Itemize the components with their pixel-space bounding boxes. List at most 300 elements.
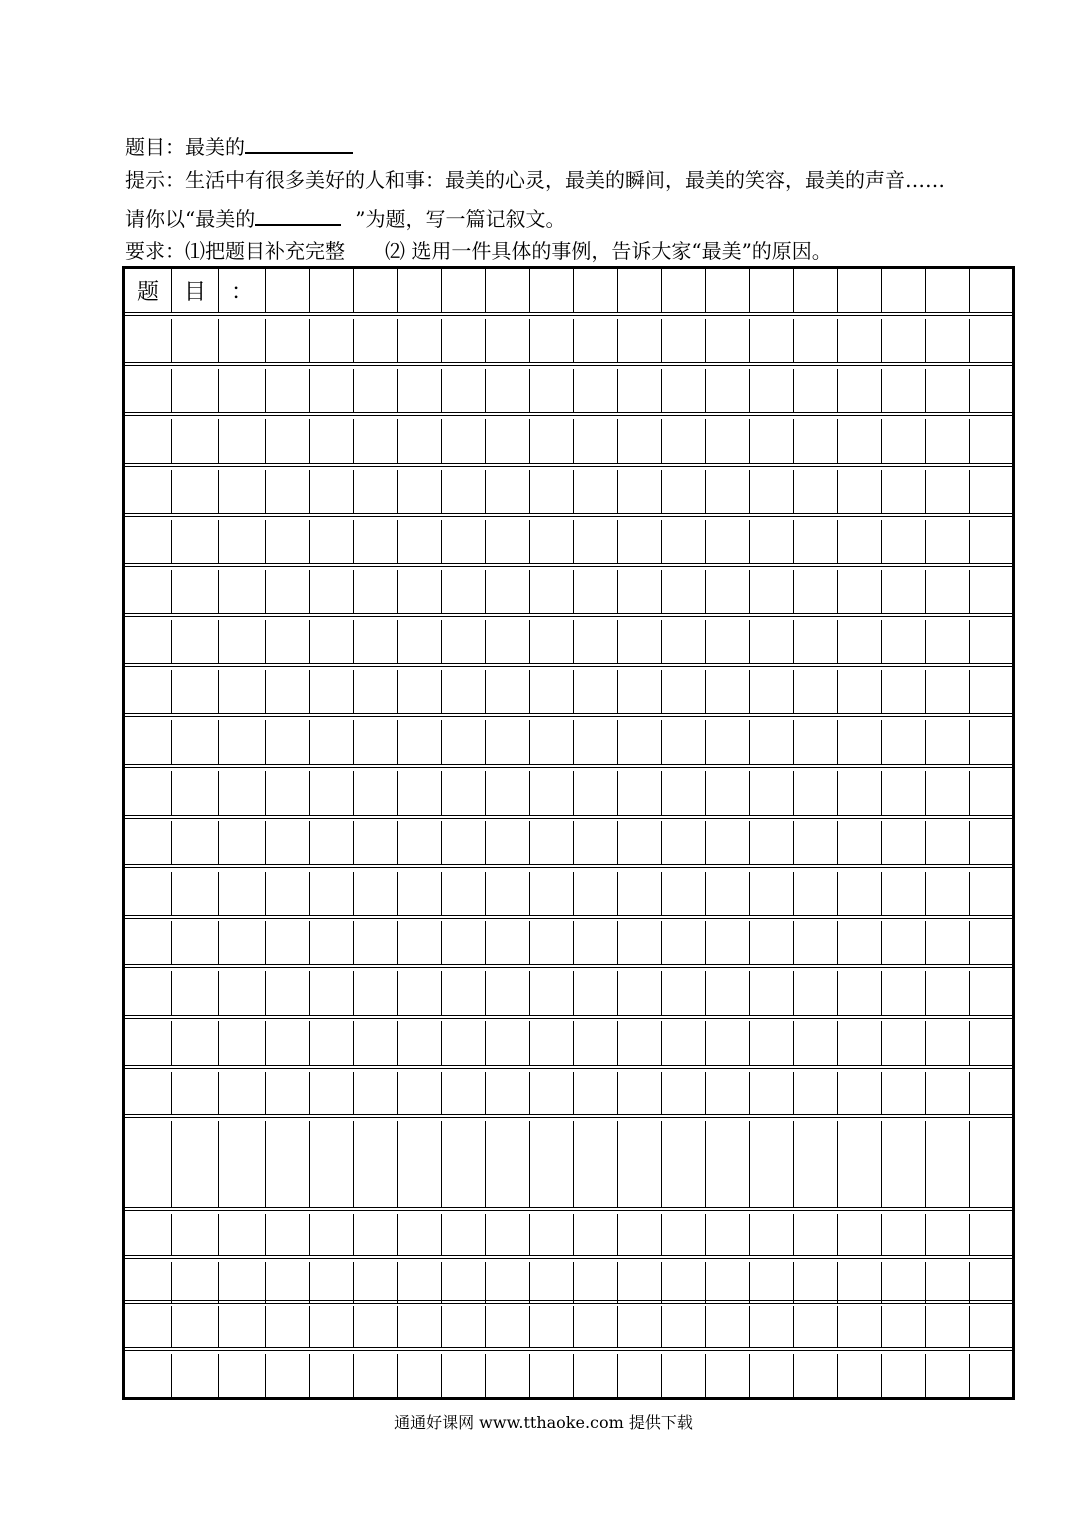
grid-cell[interactable] [442, 419, 486, 463]
grid-cell[interactable] [574, 269, 618, 312]
grid-cell[interactable] [530, 670, 574, 713]
grid-cell[interactable] [662, 520, 706, 563]
grid-cell[interactable] [354, 971, 398, 1015]
grid-cell[interactable] [219, 1306, 266, 1347]
grid-cell[interactable] [530, 369, 574, 412]
grid-cell[interactable] [442, 971, 486, 1015]
grid-cell[interactable] [838, 1121, 882, 1164]
grid-cell[interactable] [750, 1072, 794, 1114]
grid-cell[interactable] [970, 821, 1011, 864]
grid-cell[interactable] [266, 1214, 310, 1256]
grid-cell[interactable] [354, 771, 398, 815]
grid-cell[interactable] [486, 971, 530, 1015]
grid-cell[interactable] [219, 872, 266, 915]
grid-cell[interactable] [618, 720, 662, 764]
grid-cell[interactable] [486, 269, 530, 312]
grid-cell[interactable] [574, 921, 618, 964]
grid-cell[interactable] [706, 921, 750, 964]
grid-cell[interactable] [219, 520, 266, 563]
grid-cell[interactable] [574, 1072, 618, 1114]
grid-cell[interactable] [172, 1262, 219, 1304]
grid-cell[interactable] [172, 1072, 219, 1114]
grid-cell[interactable] [838, 1164, 882, 1207]
grid-cell[interactable] [662, 821, 706, 864]
grid-cell[interactable] [398, 319, 442, 362]
grid-cell[interactable] [354, 821, 398, 864]
grid-header-char[interactable]: 题 [125, 269, 172, 312]
grid-cell[interactable] [882, 1164, 926, 1207]
grid-cell[interactable] [354, 620, 398, 663]
grid-cell[interactable] [970, 670, 1011, 713]
grid-cell[interactable] [354, 1214, 398, 1256]
grid-cell[interactable] [706, 821, 750, 864]
grid-cell[interactable] [125, 1354, 172, 1397]
grid-cell[interactable] [398, 872, 442, 915]
grid-cell[interactable] [926, 1072, 970, 1114]
grid-cell[interactable] [882, 921, 926, 964]
grid-cell[interactable] [530, 872, 574, 915]
grid-cell[interactable] [750, 1306, 794, 1347]
grid-cell[interactable] [574, 971, 618, 1015]
grid-cell[interactable] [442, 1164, 486, 1207]
grid-cell[interactable] [882, 419, 926, 463]
grid-cell[interactable] [486, 720, 530, 764]
grid-cell[interactable] [926, 369, 970, 412]
grid-cell[interactable] [838, 720, 882, 764]
grid-cell[interactable] [618, 269, 662, 312]
grid-cell[interactable] [125, 470, 172, 513]
grid-cell[interactable] [310, 269, 354, 312]
grid-cell[interactable] [354, 269, 398, 312]
grid-cell[interactable] [398, 821, 442, 864]
grid-cell[interactable] [398, 1072, 442, 1114]
grid-cell[interactable] [926, 470, 970, 513]
grid-cell[interactable] [706, 720, 750, 764]
grid-cell[interactable] [618, 620, 662, 663]
grid-cell[interactable] [618, 821, 662, 864]
grid-cell[interactable] [970, 1306, 1011, 1347]
grid-cell[interactable] [926, 1214, 970, 1256]
grid-cell[interactable] [750, 470, 794, 513]
grid-cell[interactable] [219, 1121, 266, 1164]
grid-cell[interactable] [172, 1164, 219, 1207]
grid-cell[interactable] [172, 821, 219, 864]
grid-cell[interactable] [219, 470, 266, 513]
grid-cell[interactable] [706, 269, 750, 312]
grid-cell[interactable] [882, 470, 926, 513]
grid-cell[interactable] [172, 419, 219, 463]
grid-cell[interactable] [354, 319, 398, 362]
grid-cell[interactable] [398, 1214, 442, 1256]
grid-cell[interactable] [266, 1354, 310, 1397]
grid-cell[interactable] [970, 971, 1011, 1015]
grid-cell[interactable] [398, 1164, 442, 1207]
grid-cell[interactable] [354, 1021, 398, 1065]
grid-cell[interactable] [970, 1021, 1011, 1065]
grid-cell[interactable] [618, 971, 662, 1015]
grid-cell[interactable] [662, 269, 706, 312]
grid-cell[interactable] [882, 872, 926, 915]
grid-cell[interactable] [266, 821, 310, 864]
grid-cell[interactable] [530, 419, 574, 463]
grid-cell[interactable] [838, 1021, 882, 1065]
grid-cell[interactable] [970, 771, 1011, 815]
grid-cell[interactable] [838, 872, 882, 915]
grid-cell[interactable] [706, 971, 750, 1015]
grid-cell[interactable] [794, 570, 838, 613]
grid-cell[interactable] [706, 771, 750, 815]
grid-cell[interactable] [750, 1164, 794, 1207]
grid-cell[interactable] [618, 520, 662, 563]
grid-cell[interactable] [172, 971, 219, 1015]
grid-cell[interactable] [125, 821, 172, 864]
grid-cell[interactable] [354, 419, 398, 463]
grid-cell[interactable] [618, 1121, 662, 1164]
grid-cell[interactable] [794, 1262, 838, 1304]
grid-cell[interactable] [882, 821, 926, 864]
grid-cell[interactable] [662, 971, 706, 1015]
grid-cell[interactable] [486, 771, 530, 815]
grid-cell[interactable] [882, 369, 926, 412]
grid-cell[interactable] [125, 921, 172, 964]
grid-cell[interactable] [662, 419, 706, 463]
grid-cell[interactable] [662, 1072, 706, 1114]
grid-cell[interactable] [398, 1262, 442, 1304]
grid-cell[interactable] [706, 570, 750, 613]
grid-cell[interactable] [750, 419, 794, 463]
grid-cell[interactable] [354, 1306, 398, 1347]
grid-cell[interactable] [794, 470, 838, 513]
grid-cell[interactable] [266, 620, 310, 663]
grid-cell[interactable] [794, 1306, 838, 1347]
grid-cell[interactable] [882, 520, 926, 563]
grid-cell[interactable] [838, 570, 882, 613]
grid-cell[interactable] [125, 570, 172, 613]
grid-cell[interactable] [442, 1121, 486, 1164]
grid-cell[interactable] [310, 921, 354, 964]
grid-cell[interactable] [442, 872, 486, 915]
grid-cell[interactable] [442, 570, 486, 613]
grid-cell[interactable] [618, 1354, 662, 1397]
grid-cell[interactable] [310, 319, 354, 362]
grid-cell[interactable] [486, 1214, 530, 1256]
grid-cell[interactable] [310, 971, 354, 1015]
grid-cell[interactable] [794, 720, 838, 764]
grid-cell[interactable] [750, 670, 794, 713]
grid-cell[interactable] [219, 921, 266, 964]
grid-cell[interactable] [926, 670, 970, 713]
grid-cell[interactable] [266, 720, 310, 764]
grid-cell[interactable] [926, 720, 970, 764]
grid-cell[interactable] [266, 771, 310, 815]
grid-cell[interactable] [574, 1164, 618, 1207]
grid-cell[interactable] [354, 369, 398, 412]
grid-cell[interactable] [838, 1072, 882, 1114]
grid-cell[interactable] [354, 1072, 398, 1114]
grid-cell[interactable] [398, 369, 442, 412]
grid-cell[interactable] [354, 1354, 398, 1397]
grid-cell[interactable] [750, 720, 794, 764]
grid-cell[interactable] [706, 872, 750, 915]
grid-cell[interactable] [706, 1021, 750, 1065]
grid-cell[interactable] [354, 670, 398, 713]
grid-cell[interactable] [574, 771, 618, 815]
grid-cell[interactable] [310, 520, 354, 563]
grid-cell[interactable] [618, 1262, 662, 1304]
grid-cell[interactable] [530, 1164, 574, 1207]
grid-cell[interactable] [662, 470, 706, 513]
grid-cell[interactable] [442, 921, 486, 964]
grid-cell[interactable] [398, 1354, 442, 1397]
grid-cell[interactable] [970, 1262, 1011, 1304]
grid-cell[interactable] [706, 670, 750, 713]
grid-cell[interactable] [706, 1164, 750, 1207]
grid-cell[interactable] [310, 1262, 354, 1304]
grid-cell[interactable] [618, 419, 662, 463]
grid-cell[interactable] [354, 570, 398, 613]
grid-cell[interactable] [750, 821, 794, 864]
grid-cell[interactable] [530, 570, 574, 613]
grid-cell[interactable] [970, 1121, 1011, 1164]
grid-cell[interactable] [310, 1354, 354, 1397]
grid-cell[interactable] [662, 1021, 706, 1065]
grid-cell[interactable] [266, 1306, 310, 1347]
grid-cell[interactable] [618, 670, 662, 713]
grid-cell[interactable] [486, 1072, 530, 1114]
grid-cell[interactable] [125, 1121, 172, 1164]
grid-cell[interactable] [882, 1072, 926, 1114]
grid-cell[interactable] [574, 1021, 618, 1065]
grid-cell[interactable] [574, 570, 618, 613]
grid-cell[interactable] [172, 1214, 219, 1256]
grid-cell[interactable] [398, 1021, 442, 1065]
grid-cell[interactable] [750, 620, 794, 663]
grid-cell[interactable] [706, 1354, 750, 1397]
grid-cell[interactable] [172, 520, 219, 563]
grid-cell[interactable] [838, 419, 882, 463]
grid-cell[interactable] [530, 470, 574, 513]
grid-cell[interactable] [266, 1262, 310, 1304]
grid-cell[interactable] [125, 1072, 172, 1114]
grid-cell[interactable] [442, 620, 486, 663]
grid-cell[interactable] [398, 771, 442, 815]
grid-cell[interactable] [354, 921, 398, 964]
grid-cell[interactable] [838, 670, 882, 713]
grid-cell[interactable] [662, 670, 706, 713]
grid-header-char[interactable]: 目 [172, 269, 219, 312]
grid-cell[interactable] [662, 771, 706, 815]
grid-cell[interactable] [172, 319, 219, 362]
grid-cell[interactable] [794, 921, 838, 964]
grid-cell[interactable] [266, 269, 310, 312]
grid-cell[interactable] [794, 771, 838, 815]
grid-cell[interactable] [574, 872, 618, 915]
grid-cell[interactable] [794, 872, 838, 915]
grid-cell[interactable] [618, 319, 662, 362]
grid-cell[interactable] [310, 620, 354, 663]
grid-cell[interactable] [882, 1306, 926, 1347]
grid-cell[interactable] [442, 1306, 486, 1347]
grid-cell[interactable] [618, 771, 662, 815]
grid-cell[interactable] [574, 419, 618, 463]
grid-cell[interactable] [618, 1021, 662, 1065]
grid-cell[interactable] [970, 570, 1011, 613]
grid-cell[interactable] [838, 369, 882, 412]
grid-cell[interactable] [530, 620, 574, 663]
grid-cell[interactable] [172, 720, 219, 764]
grid-cell[interactable] [662, 1306, 706, 1347]
grid-cell[interactable] [574, 821, 618, 864]
grid-cell[interactable] [662, 319, 706, 362]
grid-cell[interactable] [219, 1021, 266, 1065]
grid-cell[interactable] [219, 1354, 266, 1397]
grid-cell[interactable] [172, 470, 219, 513]
grid-cell[interactable] [970, 369, 1011, 412]
grid-cell[interactable] [530, 1306, 574, 1347]
grid-cell[interactable] [219, 1164, 266, 1207]
grid-cell[interactable] [838, 1306, 882, 1347]
grid-cell[interactable] [442, 1072, 486, 1114]
grid-cell[interactable] [398, 670, 442, 713]
grid-cell[interactable] [354, 720, 398, 764]
grid-cell[interactable] [354, 520, 398, 563]
grid-cell[interactable] [882, 1214, 926, 1256]
grid-cell[interactable] [882, 620, 926, 663]
grid-cell[interactable] [882, 269, 926, 312]
grid-cell[interactable] [882, 971, 926, 1015]
grid-cell[interactable] [970, 269, 1011, 312]
grid-cell[interactable] [530, 1021, 574, 1065]
grid-cell[interactable] [970, 319, 1011, 362]
grid-cell[interactable] [926, 1262, 970, 1304]
grid-cell[interactable] [266, 1072, 310, 1114]
grid-cell[interactable] [926, 821, 970, 864]
grid-cell[interactable] [574, 1354, 618, 1397]
grid-cell[interactable] [794, 369, 838, 412]
grid-cell[interactable] [794, 620, 838, 663]
grid-cell[interactable] [926, 419, 970, 463]
grid-cell[interactable] [442, 470, 486, 513]
grid-cell[interactable] [125, 319, 172, 362]
grid-cell[interactable] [530, 1354, 574, 1397]
grid-cell[interactable] [530, 720, 574, 764]
grid-cell[interactable] [310, 872, 354, 915]
grid-cell[interactable] [442, 520, 486, 563]
grid-cell[interactable] [926, 921, 970, 964]
grid-cell[interactable] [750, 1214, 794, 1256]
grid-cell[interactable] [838, 470, 882, 513]
grid-cell[interactable] [794, 1121, 838, 1164]
grid-cell[interactable] [219, 620, 266, 663]
grid-cell[interactable] [486, 419, 530, 463]
grid-cell[interactable] [970, 520, 1011, 563]
grid-cell[interactable] [530, 319, 574, 362]
grid-cell[interactable] [530, 1214, 574, 1256]
grid-cell[interactable] [266, 670, 310, 713]
grid-cell[interactable] [926, 1306, 970, 1347]
grid-cell[interactable] [882, 1021, 926, 1065]
grid-cell[interactable] [442, 1021, 486, 1065]
grid-cell[interactable] [398, 570, 442, 613]
grid-cell[interactable] [926, 1121, 970, 1164]
grid-cell[interactable] [706, 520, 750, 563]
grid-cell[interactable] [882, 1121, 926, 1164]
grid-cell[interactable] [750, 369, 794, 412]
grid-cell[interactable] [442, 269, 486, 312]
grid-cell[interactable] [442, 1354, 486, 1397]
grid-cell[interactable] [398, 470, 442, 513]
grid-cell[interactable] [310, 1306, 354, 1347]
grid-cell[interactable] [926, 1354, 970, 1397]
grid-cell[interactable] [398, 1306, 442, 1347]
grid-cell[interactable] [662, 369, 706, 412]
grid-cell[interactable] [219, 821, 266, 864]
grid-cell[interactable] [706, 1121, 750, 1164]
grid-cell[interactable] [354, 1262, 398, 1304]
grid-cell[interactable] [838, 269, 882, 312]
grid-cell[interactable] [398, 620, 442, 663]
grid-cell[interactable] [970, 921, 1011, 964]
grid-cell[interactable] [125, 720, 172, 764]
grid-cell[interactable] [750, 269, 794, 312]
grid-cell[interactable] [125, 419, 172, 463]
grid-cell[interactable] [750, 570, 794, 613]
grid-cell[interactable] [706, 1072, 750, 1114]
grid-cell[interactable] [574, 319, 618, 362]
grid-cell[interactable] [172, 771, 219, 815]
grid-cell[interactable] [926, 620, 970, 663]
grid-cell[interactable] [310, 720, 354, 764]
grid-cell[interactable] [486, 921, 530, 964]
grid-cell[interactable] [618, 1072, 662, 1114]
grid-cell[interactable] [486, 470, 530, 513]
grid-cell[interactable] [354, 872, 398, 915]
grid-cell[interactable] [794, 1072, 838, 1114]
grid-cell[interactable] [266, 921, 310, 964]
grid-cell[interactable] [530, 269, 574, 312]
grid-cell[interactable] [530, 771, 574, 815]
grid-cell[interactable] [219, 771, 266, 815]
grid-cell[interactable] [706, 319, 750, 362]
grid-cell[interactable] [926, 771, 970, 815]
grid-cell[interactable] [574, 620, 618, 663]
grid-cell[interactable] [530, 921, 574, 964]
grid-cell[interactable] [574, 1121, 618, 1164]
grid-cell[interactable] [574, 369, 618, 412]
grid-cell[interactable] [706, 1306, 750, 1347]
grid-cell[interactable] [486, 620, 530, 663]
grid-cell[interactable] [486, 872, 530, 915]
grid-cell[interactable] [354, 470, 398, 513]
grid-cell[interactable] [794, 319, 838, 362]
prompt-blank[interactable] [255, 206, 341, 226]
grid-cell[interactable] [706, 1214, 750, 1256]
grid-cell[interactable] [794, 1214, 838, 1256]
grid-cell[interactable] [310, 670, 354, 713]
grid-cell[interactable] [574, 720, 618, 764]
grid-cell[interactable] [125, 1214, 172, 1256]
grid-cell[interactable] [266, 319, 310, 362]
grid-cell[interactable] [970, 419, 1011, 463]
grid-cell[interactable] [398, 269, 442, 312]
grid-cell[interactable] [794, 269, 838, 312]
grid-cell[interactable] [618, 1214, 662, 1256]
grid-cell[interactable] [794, 520, 838, 563]
title-blank[interactable] [245, 134, 353, 154]
grid-header-char[interactable]: ： [219, 269, 266, 312]
grid-cell[interactable] [310, 1164, 354, 1207]
grid-cell[interactable] [125, 771, 172, 815]
